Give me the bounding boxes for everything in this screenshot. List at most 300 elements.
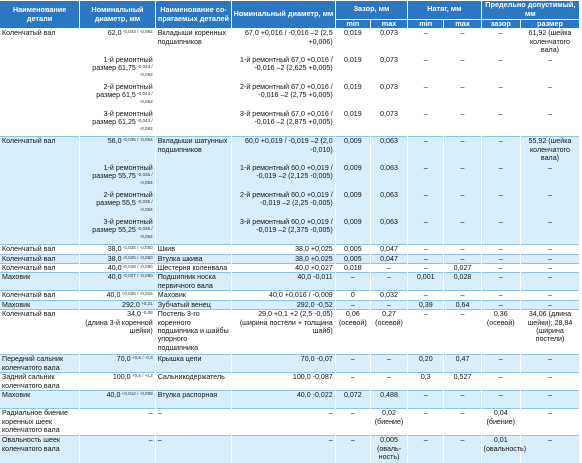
cell-limit-clearance-text: – <box>498 300 503 309</box>
cell-interference-max <box>444 391 481 409</box>
cell-interference-min <box>408 110 444 137</box>
cell-nominal-text: 2-й ремонтный размер 55,5 <box>96 190 153 207</box>
cell-limit-clearance-text: – <box>498 263 503 272</box>
cell-limit-size-text: 55,92 (шейка коленчатого вала) <box>528 137 572 162</box>
tolerance-label: -0,018 / -0,050 <box>121 263 153 269</box>
cell-limit-clearance <box>481 218 520 245</box>
cell-clearance-min <box>335 436 370 463</box>
cell-nominal-text: 1-й ремонтный размер 55,75 <box>92 163 153 180</box>
cell-clearance-max-text: – <box>387 263 391 272</box>
cell-limit-clearance-text: – <box>498 245 503 254</box>
cell-limit-clearance-text: – <box>498 391 503 400</box>
cell-limit-clearance <box>481 355 520 373</box>
cell-limit-clearance-text: 0,04 (биение) <box>486 409 516 426</box>
table-row <box>0 56 580 83</box>
tolerance-label: -0,043 / -0,062 <box>121 29 153 35</box>
cell-interference-max-text: – <box>460 163 465 172</box>
cell-clearance-max-text: 0,063 <box>380 217 398 226</box>
cell-nominal <box>80 291 156 300</box>
cell-interference-min <box>408 56 444 83</box>
cell-limit-size-text: – <box>547 391 552 400</box>
cell-interference-min-text: – <box>423 109 428 118</box>
table-row <box>0 164 580 191</box>
cell-part <box>0 436 80 463</box>
cell-clearance-max-text: – <box>387 355 391 364</box>
cell-clearance-max-text: 0,488 <box>380 391 398 400</box>
cell-interference-min <box>408 273 444 291</box>
table-row <box>0 218 580 245</box>
cell-clearance-max <box>370 218 407 245</box>
header-interference-max: max <box>444 19 481 29</box>
cell-part <box>0 245 80 254</box>
cell-mating-text: – <box>157 409 162 418</box>
cell-part <box>0 29 80 56</box>
cell-interference-max <box>444 300 481 309</box>
cell-nominal-text: 292,0 <box>122 300 140 309</box>
cell-clearance-max-text: 0,063 <box>380 137 398 146</box>
cell-clearance-max <box>370 291 407 300</box>
cell-part-text: Коленчатый вал <box>2 137 56 146</box>
table-row <box>0 110 580 137</box>
cell-limit-clearance <box>481 137 520 164</box>
cell-mating-text: Шестерня коленвала <box>157 263 228 272</box>
cell-interference-max-text: – <box>460 409 465 418</box>
cell-clearance-min <box>335 164 370 191</box>
cell-mating <box>155 391 232 409</box>
cell-clearance-max <box>370 263 407 272</box>
cell-limit-size-text: – <box>547 109 552 118</box>
tolerance-label: -0,035 / -0,054 <box>135 199 153 213</box>
cell-nominal <box>80 29 156 56</box>
cell-mating-nominal-text: 292,0 -0,52 <box>296 300 333 309</box>
cell-interference-max <box>444 245 481 254</box>
tolerance-label: -0,08 <box>140 310 153 316</box>
cell-limit-size-text: 34,06 (длина шейки); 28,84 (ширина постели) <box>527 310 573 344</box>
tolerance-label: -0,043 / -0,062 <box>135 64 153 78</box>
cell-limit-size <box>520 191 579 218</box>
table-row <box>0 391 580 409</box>
cell-part-text: Радиальное биение коренных шеек коленчатого вала <box>2 409 68 434</box>
cell-interference-min-text: – <box>423 263 428 272</box>
cell-clearance-min-text: 0,009 <box>343 190 362 199</box>
cell-mating-text: Крышка цепи <box>157 355 202 364</box>
cell-mating <box>155 29 232 56</box>
cell-limit-size <box>520 409 579 436</box>
cell-mating-nominal-text: 70,0 -0,07 <box>300 355 333 364</box>
cell-mating <box>155 300 232 309</box>
cell-nominal-text: 40,0 <box>106 291 121 300</box>
cell-limit-clearance-text: – <box>498 163 503 172</box>
cell-interference-max-text: – <box>460 254 465 263</box>
cell-mating <box>155 291 232 300</box>
cell-interference-min <box>408 310 444 355</box>
cell-limit-size <box>520 83 579 110</box>
cell-limit-size <box>520 263 579 272</box>
cell-mating-nominal-text: 29,0 +0,1 +2 (2,5 -0,05) <box>258 310 333 319</box>
cell-limit-clearance <box>481 29 520 56</box>
cell-interference-min-text: – <box>423 245 428 254</box>
cell-mating <box>155 273 232 291</box>
cell-clearance-min <box>335 310 370 355</box>
cell-interference-max-text: – <box>460 82 465 91</box>
cell-limit-size <box>520 218 579 245</box>
cell-mating-text: Втулка шкива <box>157 254 203 263</box>
cell-interference-max-text: – <box>460 391 465 400</box>
cell-limit-size-text: – <box>547 263 552 272</box>
cell-mating <box>155 56 232 83</box>
cell-mating-nominal-text: 60,0 +0,019 / -0,019 –2 (2,0 -0,010) <box>244 137 333 154</box>
cell-clearance-max <box>370 137 407 164</box>
cell-part <box>0 164 80 191</box>
cell-interference-min <box>408 373 444 391</box>
cell-mating <box>155 263 232 272</box>
cell-nominal <box>80 191 156 218</box>
table-row <box>0 273 580 291</box>
cell-interference-max-text: – <box>460 310 465 319</box>
cell-clearance-max-text: 0,073 <box>380 82 398 91</box>
cell-limit-clearance-text: – <box>498 373 503 382</box>
cell-clearance-max-text: 0,032 <box>380 291 398 300</box>
cell-interference-min <box>408 291 444 300</box>
cell-interference-max <box>444 436 481 463</box>
cell-mating-nominal <box>232 273 335 291</box>
cell-limit-clearance <box>481 254 520 263</box>
cell-mating <box>155 245 232 254</box>
cell-mating-nominal <box>232 300 335 309</box>
cell-mating-nominal-text: 40,0 +0,016 / -0,009 <box>269 291 333 300</box>
cell-interference-max-text: – <box>460 291 465 300</box>
spec-table <box>0 1 580 463</box>
table-row <box>0 254 580 263</box>
cell-interference-max <box>444 218 481 245</box>
cell-limit-clearance <box>481 164 520 191</box>
cell-limit-clearance-text: – <box>498 190 503 199</box>
cell-mating-nominal <box>232 291 335 300</box>
cell-mating-nominal <box>232 310 335 355</box>
cell-mating-nominal <box>232 218 335 245</box>
cell-limit-clearance <box>481 273 520 291</box>
tolerance-label: +0,025 / -0,016 <box>120 291 153 297</box>
cell-interference-max-text: – <box>460 137 465 146</box>
cell-interference-max <box>444 137 481 164</box>
cell-limit-clearance-text: – <box>498 355 503 364</box>
cell-mating <box>155 83 232 110</box>
cell-mating <box>155 137 232 164</box>
cell-nominal-text: 38,0 <box>107 254 122 263</box>
cell-mating <box>155 191 232 218</box>
cell-clearance-max-text: – <box>387 373 391 382</box>
cell-mating-nominal <box>232 83 335 110</box>
cell-part <box>0 300 80 309</box>
cell-mating-text: Вкладыши шатунных подшипников <box>157 137 228 154</box>
cell-mating-nominal-text: 2-й ремонтный 60,0 +0,019 / -0,019 –2 (2,25 -0,005) <box>240 190 333 207</box>
cell-clearance-min <box>335 263 370 272</box>
cell-limit-clearance <box>481 373 520 391</box>
cell-interference-min <box>408 164 444 191</box>
cell-mating-nominal <box>232 263 335 272</box>
cell-interference-min-text: – <box>423 254 428 263</box>
cell-part <box>0 273 80 291</box>
cell-nominal <box>80 409 156 436</box>
cell-nominal-text: 40,0 <box>107 263 122 272</box>
cell-mating <box>155 355 232 373</box>
cell-mating-nominal <box>232 110 335 137</box>
cell-limit-size-text: – <box>547 245 552 254</box>
cell-part <box>0 56 80 83</box>
cell-interference-min <box>408 218 444 245</box>
cell-interference-min-text: 0,20 <box>418 355 433 364</box>
cell-part <box>0 218 80 245</box>
cell-clearance-min-text: – <box>350 373 355 382</box>
table-row <box>0 409 580 436</box>
cell-interference-max <box>444 83 481 110</box>
cell-part-text: Маховик <box>2 300 31 309</box>
cell-interference-min-text: – <box>423 190 428 199</box>
cell-nominal <box>80 436 156 463</box>
tolerance-label: -0,043 / -0,062 <box>135 118 153 132</box>
cell-mating-nominal-text: 2-й ремонтный 67,0 +0,016 / -0,016 –2 (2,75 +0,005) <box>240 82 333 99</box>
cell-clearance-min-text: 0,009 <box>343 217 362 226</box>
cell-part-text: Маховик <box>2 273 31 282</box>
mating-nominal-note: (ширина постели + толщина шайб) <box>239 318 333 335</box>
cell-interference-max <box>444 409 481 436</box>
cell-clearance-max-text: 0,073 <box>380 109 398 118</box>
tolerance-label: -0,027 / -0,050 <box>121 273 153 279</box>
cell-clearance-max <box>370 191 407 218</box>
cell-limit-clearance <box>481 310 520 355</box>
cell-clearance-max-text: – <box>387 300 391 309</box>
cell-limit-size <box>520 310 579 355</box>
cell-interference-min <box>408 355 444 373</box>
cell-interference-min <box>408 263 444 272</box>
cell-interference-max-text: – <box>460 109 465 118</box>
cell-clearance-min <box>335 137 370 164</box>
cell-limit-size-text: – <box>547 291 552 300</box>
cell-clearance-max-text: 0,063 <box>380 190 398 199</box>
cell-mating-nominal <box>232 373 335 391</box>
cell-part <box>0 373 80 391</box>
cell-part-text: Маховик <box>2 391 31 400</box>
header-clearance-min: min <box>335 19 370 29</box>
cell-interference-min-text: – <box>423 409 428 418</box>
cell-limit-clearance <box>481 391 520 409</box>
cell-clearance-min-text: 0,019 <box>343 109 362 118</box>
cell-clearance-min-text: – <box>350 409 355 418</box>
cell-clearance-min-text: 0 <box>350 291 355 300</box>
cell-interference-min <box>408 436 444 463</box>
cell-interference-max <box>444 29 481 56</box>
cell-limit-size-text: – <box>547 273 552 282</box>
cell-mating <box>155 310 232 355</box>
cell-mating <box>155 254 232 263</box>
cell-part-text: Коленчатый вал <box>2 310 56 319</box>
cell-clearance-max <box>370 254 407 263</box>
cell-clearance-min-text: 0,019 <box>343 29 362 38</box>
cell-part-text: Коленчатый вал <box>2 291 56 300</box>
cell-part-text: Коленчатый вал <box>2 245 56 254</box>
cell-limit-size-text: – <box>547 436 552 445</box>
cell-limit-size-text: – <box>547 217 552 226</box>
table-row <box>0 29 580 56</box>
cell-clearance-min <box>335 391 370 409</box>
cell-nominal-text: 56,0 <box>107 137 122 146</box>
cell-limit-clearance <box>481 110 520 137</box>
cell-interference-min-text: – <box>423 436 428 445</box>
cell-clearance-max <box>370 245 407 254</box>
cell-clearance-min <box>335 110 370 137</box>
cell-clearance-max-text: – <box>387 273 391 282</box>
cell-mating-text: Зубчатый венец <box>157 300 211 309</box>
cell-clearance-min-text: 0,018 <box>343 263 362 272</box>
cell-interference-min-text: – <box>423 217 428 226</box>
cell-clearance-min <box>335 373 370 391</box>
cell-limit-clearance-text: 0,01 (овальность) <box>483 436 527 453</box>
cell-interference-max-text: – <box>460 245 465 254</box>
table-row <box>0 310 580 355</box>
cell-mating-text: Шкив <box>157 245 176 254</box>
cell-interference-min-text: 0,3 <box>420 373 431 382</box>
cell-mating-nominal <box>232 191 335 218</box>
cell-interference-max <box>444 263 481 272</box>
cell-clearance-max <box>370 391 407 409</box>
cell-interference-min-text: – <box>423 291 428 300</box>
cell-limit-clearance-text: – <box>498 254 503 263</box>
cell-limit-size <box>520 436 579 463</box>
cell-interference-min <box>408 409 444 436</box>
cell-nominal <box>80 56 156 83</box>
cell-clearance-min <box>335 218 370 245</box>
cell-part-text: Овальность шеек коленчатого вала <box>2 436 60 453</box>
cell-limit-size-text: – <box>547 82 552 91</box>
cell-clearance-min-text: 0,019 <box>343 55 362 64</box>
cell-part-text: Задний сальник коленчатого вала <box>2 373 60 390</box>
cell-nominal <box>80 137 156 164</box>
cell-limit-size <box>520 137 579 164</box>
header-limit-size: размер <box>520 19 579 29</box>
cell-part <box>0 191 80 218</box>
header-interference: Натяг, мм <box>408 1 481 19</box>
tolerance-label: -0,025 / -0,050 <box>121 254 153 260</box>
table-row <box>0 245 580 254</box>
cell-clearance-max-text: 0,047 <box>380 254 398 263</box>
cell-part <box>0 409 80 436</box>
cell-nominal <box>80 110 156 137</box>
cell-limit-size <box>520 291 579 300</box>
cell-interference-min-text: 0,39 <box>418 300 433 309</box>
cell-clearance-max <box>370 310 407 355</box>
cell-limit-size <box>520 164 579 191</box>
cell-interference-max-text: 0,028 <box>453 273 472 282</box>
cell-part-text: Коленчатый вал <box>2 254 56 263</box>
cell-clearance-max-text: 0,27 (осевой) <box>375 310 403 327</box>
cell-interference-max <box>444 254 481 263</box>
cell-mating <box>155 164 232 191</box>
cell-nominal-text: 70,0 <box>116 355 131 364</box>
cell-nominal-text: 2-й ремонтный размер 61,5 <box>96 82 153 99</box>
tolerance-label: -0,035 / -0,054 <box>135 226 153 240</box>
cell-limit-size-text: – <box>547 190 552 199</box>
cell-mating <box>155 218 232 245</box>
cell-interference-max <box>444 56 481 83</box>
cell-nominal-text: 3-й ремонтный размер 55,25 <box>92 217 153 234</box>
table-row <box>0 263 580 272</box>
cell-limit-clearance-text: – <box>498 217 503 226</box>
cell-limit-clearance-text: – <box>498 109 503 118</box>
cell-limit-size <box>520 300 579 309</box>
cell-mating-text: Сальникодержатель <box>157 373 225 382</box>
cell-mating-nominal <box>232 254 335 263</box>
cell-interference-min <box>408 137 444 164</box>
cell-mating-nominal <box>232 56 335 83</box>
cell-limit-clearance <box>481 263 520 272</box>
header-clearance-max: max <box>370 19 407 29</box>
cell-nominal-text: 38,0 <box>107 245 122 254</box>
cell-clearance-min <box>335 254 370 263</box>
cell-nominal <box>80 273 156 291</box>
cell-interference-max <box>444 273 481 291</box>
cell-limit-clearance <box>481 56 520 83</box>
cell-limit-clearance-text: – <box>498 82 503 91</box>
cell-part <box>0 110 80 137</box>
cell-clearance-min <box>335 191 370 218</box>
cell-limit-clearance <box>481 300 520 309</box>
cell-interference-min-text: – <box>423 163 428 172</box>
cell-interference-min <box>408 300 444 309</box>
cell-nominal <box>80 373 156 391</box>
cell-limit-size-text: – <box>547 163 552 172</box>
cell-nominal-text: 100,0 <box>112 373 131 382</box>
cell-limit-size <box>520 245 579 254</box>
cell-part <box>0 263 80 272</box>
cell-clearance-min-text: 0,072 <box>343 391 362 400</box>
spec-body <box>0 29 580 463</box>
cell-clearance-min-text: 0,06 (осевой) <box>338 310 367 327</box>
cell-clearance-min <box>335 409 370 436</box>
cell-interference-max-text: – <box>460 190 465 199</box>
cell-clearance-max-text: 0,073 <box>380 55 398 64</box>
cell-limit-clearance <box>481 436 527 463</box>
cell-limit-size <box>520 355 579 373</box>
cell-limit-clearance <box>481 291 520 300</box>
cell-limit-size-text: – <box>547 355 552 364</box>
cell-interference-min-text: – <box>423 55 428 64</box>
cell-interference-max <box>444 291 481 300</box>
header-clearance: Зазор, мм <box>335 1 407 19</box>
cell-clearance-max-text: 0,02 (биение) <box>374 409 404 426</box>
cell-mating-nominal-text: 38,0 +0,025 <box>295 254 333 263</box>
cell-clearance-max-text: 0,063 <box>380 163 398 172</box>
cell-interference-min-text: – <box>423 82 428 91</box>
cell-mating-nominal <box>232 137 335 164</box>
cell-interference-max-text: – <box>460 217 465 226</box>
cell-clearance-min-text: – <box>350 273 355 282</box>
cell-interference-max-text: 0,527 <box>453 373 472 382</box>
cell-limit-clearance-text: 0,36 (осевой) <box>486 310 515 327</box>
cell-interference-min-text: – <box>423 391 428 400</box>
cell-limit-clearance-text: – <box>498 291 503 300</box>
cell-interference-max-text: – <box>460 29 465 38</box>
tolerance-label: +0,5 / -0,3 <box>130 373 153 379</box>
cell-interference-min-text: – <box>423 137 428 146</box>
cell-mating-nominal-text: – <box>328 409 333 418</box>
table-row <box>0 83 580 110</box>
cell-clearance-min <box>335 291 370 300</box>
cell-interference-min-text: – <box>423 310 428 319</box>
cell-part <box>0 291 80 300</box>
cell-nominal <box>80 245 156 254</box>
cell-clearance-min-text: 0,005 <box>343 245 362 254</box>
cell-limit-size-text: 61,92 (шейка коленчатого вала) <box>528 29 572 54</box>
